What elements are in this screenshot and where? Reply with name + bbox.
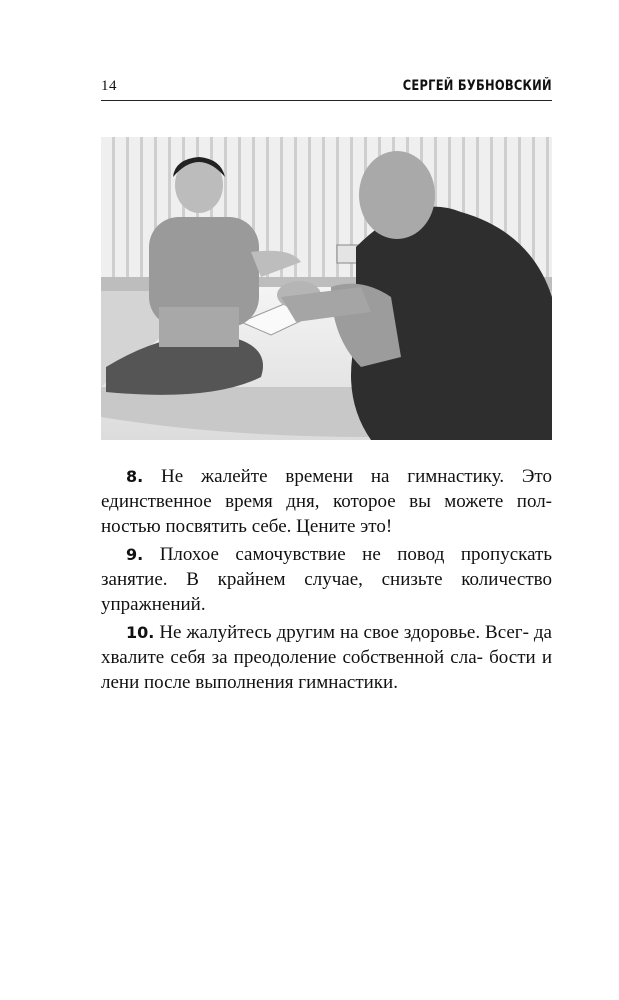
- item-line: да хвалите себя за преодоление собственной сла-: [101, 622, 552, 668]
- running-title: СЕРГЕЙ БУБНОВСКИЙ: [402, 78, 552, 94]
- item-line: занятие. В крайнем случае, снизьте количество: [101, 569, 552, 590]
- item-line: Не жалуйтесь другим на свое здоровье. Всег-: [159, 622, 529, 643]
- item-number: 10.: [126, 623, 155, 642]
- page-number: 14: [101, 78, 117, 94]
- list-item: [101, 464, 552, 539]
- photo-illustration: [101, 137, 552, 440]
- item-line: ностью посвятить себе. Цените это!: [101, 516, 393, 537]
- item-line: Плохое самочувствие не повод пропускать: [159, 544, 552, 565]
- item-line: Не жалейте времени на гимнастику. Это: [161, 466, 552, 487]
- text-body: [101, 464, 552, 698]
- item-number: 8.: [126, 467, 144, 486]
- list-item: [101, 542, 552, 617]
- page-header: [101, 76, 552, 101]
- item-line: упражнений.: [101, 594, 206, 615]
- item-line: бости и лени после выполнения гимнастики.: [101, 647, 553, 693]
- item-line: единственное время дня, которое вы можете пол-: [101, 491, 552, 512]
- consultation-photo: [101, 137, 552, 440]
- list-item: [101, 620, 552, 695]
- item-number: 9.: [126, 545, 144, 564]
